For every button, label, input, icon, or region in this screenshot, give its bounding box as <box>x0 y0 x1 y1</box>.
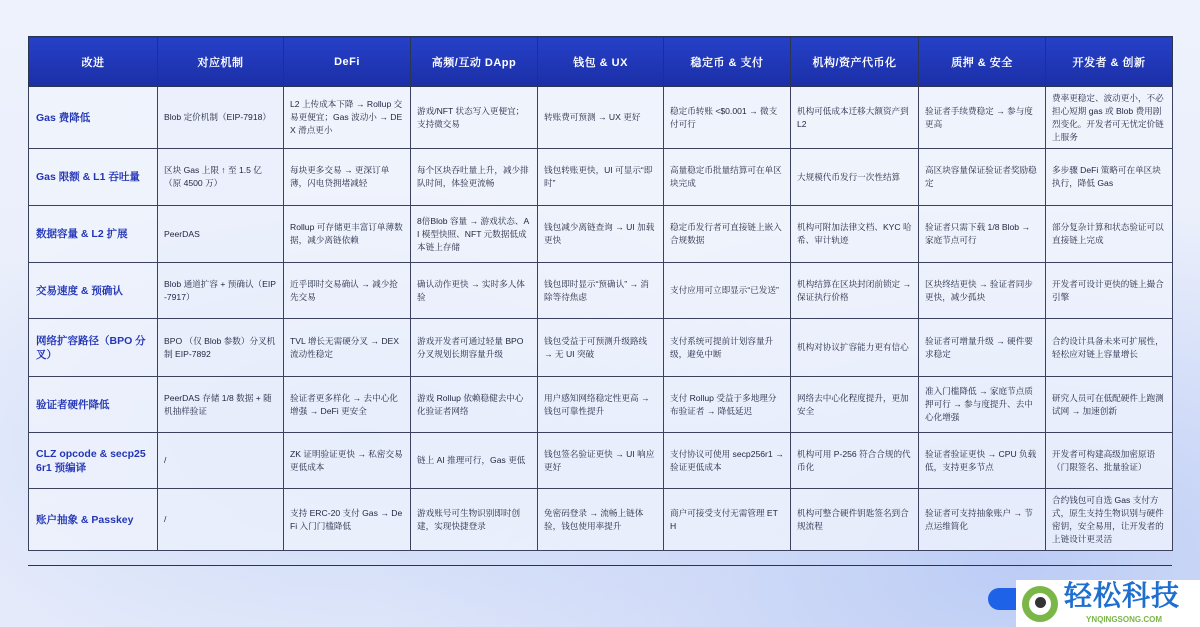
table-cell: 游戏开发者可通过轻量 BPO 分叉规划长期容量升级 <box>411 319 538 377</box>
table-cell: Rollup 可存储更丰富订单薄数据，减少离链依赖 <box>284 206 411 263</box>
table-cell: 机构可附加法律文档、KYC 哈希、审计轨迹 <box>791 206 919 263</box>
table-cell: 钱包即时显示“预确认” → 消除等待焦虑 <box>538 263 664 319</box>
table-cell: 近乎即时交易确认 → 减少抢先交易 <box>284 263 411 319</box>
table-cell: 支付 Rollup 受益于多地理分布验证者 → 降低延迟 <box>664 377 791 433</box>
table-cell: 费率更稳定、波动更小，不必担心短期 gas 或 Blob 费用剧烈变化。开发者可无忧定价链上服务 <box>1046 87 1173 149</box>
column-header: 钱包 & UX <box>538 37 664 87</box>
table-row <box>29 149 1173 206</box>
table-cell: Blob 定价机制（EIP-7918） <box>158 87 284 149</box>
table-cell: 钱包转账更快，UI 可显示“即时” <box>538 149 664 206</box>
table-cell: 机构结算在区块封闭前锁定 → 保证执行价格 <box>791 263 919 319</box>
table-cell: 验证者更多样化 → 去中心化增强 → DeFi 更安全 <box>284 377 411 433</box>
column-header: 改进 <box>29 37 158 87</box>
table-cell: 高量稳定币批量结算可在单区块完成 <box>664 149 791 206</box>
logo <box>988 580 1200 627</box>
logo-domain: YNQINGSONG.COM <box>1086 615 1163 624</box>
table-cell: 8倍Blob 容量 → 游戏状态、AI 模型快照、NFT 元数据低成本链上存储 <box>411 206 538 263</box>
table-cell: 验证者验证更快 → CPU 负载低，支持更多节点 <box>919 433 1046 489</box>
table-cell: BPO （仅 Blob 参数）分叉机制 EIP-7892 <box>158 319 284 377</box>
table-cell: PeerDAS 存储 1/8 数据 + 随机抽样验证 <box>158 377 284 433</box>
table-cell: 游戏/NFT 状态写入更便宜；支持微交易 <box>411 87 538 149</box>
table-cell: 大规模代币发行一次性结算 <box>791 149 919 206</box>
comparison-table <box>28 36 1173 551</box>
table-row <box>29 319 1173 377</box>
logo-box <box>1016 580 1200 627</box>
table-cell: 区块 Gas 上限 ↑ 至 1.5 亿（原 4500 万） <box>158 149 284 206</box>
table-cell: 支付系统可提前计划容量升级，避免中断 <box>664 319 791 377</box>
table-cell: 转账费可预测 → UX 更好 <box>538 87 664 149</box>
table-cell: TVL 增长无需硬分叉 → DEX 流动性稳定 <box>284 319 411 377</box>
row-label: 网络扩容路径（BPO 分叉） <box>29 319 158 377</box>
table-cell: 机构对协议扩容能力更有信心 <box>791 319 919 377</box>
column-header: 高频/互动 DApp <box>411 37 538 87</box>
table-cell: 每块更多交易 → 更深订单薄，闪电贷拥堵减轻 <box>284 149 411 206</box>
table-cell: 区块终结更快 → 验证者同步更快，减少孤块 <box>919 263 1046 319</box>
table-cell: 每个区块吞吐量上升，减少排队时间，体验更流畅 <box>411 149 538 206</box>
table-cell: 稳定币发行者可直接链上嵌入合规数据 <box>664 206 791 263</box>
row-label: 验证者硬件降低 <box>29 377 158 433</box>
table-cell: Blob 通道扩容 + 预确认（EIP-7917） <box>158 263 284 319</box>
table-cell: 游戏 Rollup 依赖稳健去中心化验证者网络 <box>411 377 538 433</box>
column-header: 开发者 & 创新 <box>1046 37 1173 87</box>
column-header: DeFi <box>284 37 411 87</box>
table-cell: 商户可接受支付无需管理 ETH <box>664 489 791 551</box>
column-header: 机构/资产代币化 <box>791 37 919 87</box>
table-row <box>29 489 1173 551</box>
table-cell: 高区块容量保证验证者奖励稳定 <box>919 149 1046 206</box>
table-cell: 部分复杂计算和状态验证可以直接链上完成 <box>1046 206 1173 263</box>
table-cell: 合约钱包可自选 Gas 支付方式，原生支持生物识别与硬件密钥，安全易用，让开发者的上链设计更灵活 <box>1046 489 1173 551</box>
table-cell: 机构可用 P-256 符合合规的代币化 <box>791 433 919 489</box>
table-cell: PeerDAS <box>158 206 284 263</box>
table-cell: 链上 AI 推理可行，Gas 更低 <box>411 433 538 489</box>
row-label: 数据容量 & L2 扩展 <box>29 206 158 263</box>
table-cell: 验证者可支持抽象账户 → 节点运维简化 <box>919 489 1046 551</box>
table-row <box>29 87 1173 149</box>
table-cell: 验证者可增量升级 → 硬件要求稳定 <box>919 319 1046 377</box>
table-cell: 支持 ERC-20 支付 Gas → DeFi 入门门槛降低 <box>284 489 411 551</box>
table-cell: 确认动作更快 → 实时多人体验 <box>411 263 538 319</box>
row-label: Gas 限额 & L1 吞吐量 <box>29 149 158 206</box>
table-cell: 机构可整合硬件钥匙签名到合规流程 <box>791 489 919 551</box>
table-cell: 机构可低成本迁移大额资产到 L2 <box>791 87 919 149</box>
table-cell: 开发者可构建高级加密原语（门限签名、批量验证） <box>1046 433 1173 489</box>
table-cell: 钱包签名验证更快 → UI 响应更好 <box>538 433 664 489</box>
table-row <box>29 377 1173 433</box>
table-cell: / <box>158 433 284 489</box>
table-cell: ZK 证明验证更快 → 私密交易更低成本 <box>284 433 411 489</box>
row-label: 交易速度 & 预确认 <box>29 263 158 319</box>
table-cell: 研究人员可在低配硬件上跑测试网 → 加速创新 <box>1046 377 1173 433</box>
table-cell: 钱包受益于可预测升级路线 → 无 UI 突破 <box>538 319 664 377</box>
table-cell: 验证者手续费稳定 → 参与度更高 <box>919 87 1046 149</box>
table-cell: 合约设计具备未来可扩展性，轻松应对链上容量增长 <box>1046 319 1173 377</box>
row-label: Gas 费降低 <box>29 87 158 149</box>
divider <box>28 565 1172 566</box>
table-row <box>29 206 1173 263</box>
table-cell: 用户感知网络稳定性更高 → 钱包可靠性提升 <box>538 377 664 433</box>
column-header: 稳定币 & 支付 <box>664 37 791 87</box>
column-header: 对应机制 <box>158 37 284 87</box>
table-cell: 稳定币转账 <$0.001 → 微支付可行 <box>664 87 791 149</box>
header-row <box>29 37 1173 87</box>
table-row <box>29 433 1173 489</box>
table-cell: 支付协议可使用 secp256r1 → 验证更低成本 <box>664 433 791 489</box>
table-cell: L2 上传成本下降 → Rollup 交易更便宜；Gas 波动小 → DEX 滑点更小 <box>284 87 411 149</box>
table-cell: 支付应用可立即显示“已发送” <box>664 263 791 319</box>
eye-logo-icon <box>1022 586 1058 622</box>
column-header: 质押 & 安全 <box>919 37 1046 87</box>
table-cell: 网络去中心化程度提升，更加安全 <box>791 377 919 433</box>
table-cell: 准入门槛降低 → 家庭节点质押可行 → 参与度提升、去中心化增强 <box>919 377 1046 433</box>
table-cell: 钱包减少离链查询 → UI 加载更快 <box>538 206 664 263</box>
logo-brand: 轻松科技 <box>1064 580 1181 611</box>
row-label: CLZ opcode & secp256r1 预编译 <box>29 433 158 489</box>
table-cell: 多步骤 DeFi 策略可在单区块执行，降低 Gas <box>1046 149 1173 206</box>
table-cell: 免密码登录 → 流畅上链体验，钱包使用率提升 <box>538 489 664 551</box>
table-row <box>29 263 1173 319</box>
row-label: 账户抽象 & Passkey <box>29 489 158 551</box>
table-cell: 游戏账号可生物识别即时创建，实现快捷登录 <box>411 489 538 551</box>
table-cell: / <box>158 489 284 551</box>
table-cell: 开发者可设计更快的链上撮合引擎 <box>1046 263 1173 319</box>
table-cell: 验证者只需下载 1/8 Blob → 家庭节点可行 <box>919 206 1046 263</box>
